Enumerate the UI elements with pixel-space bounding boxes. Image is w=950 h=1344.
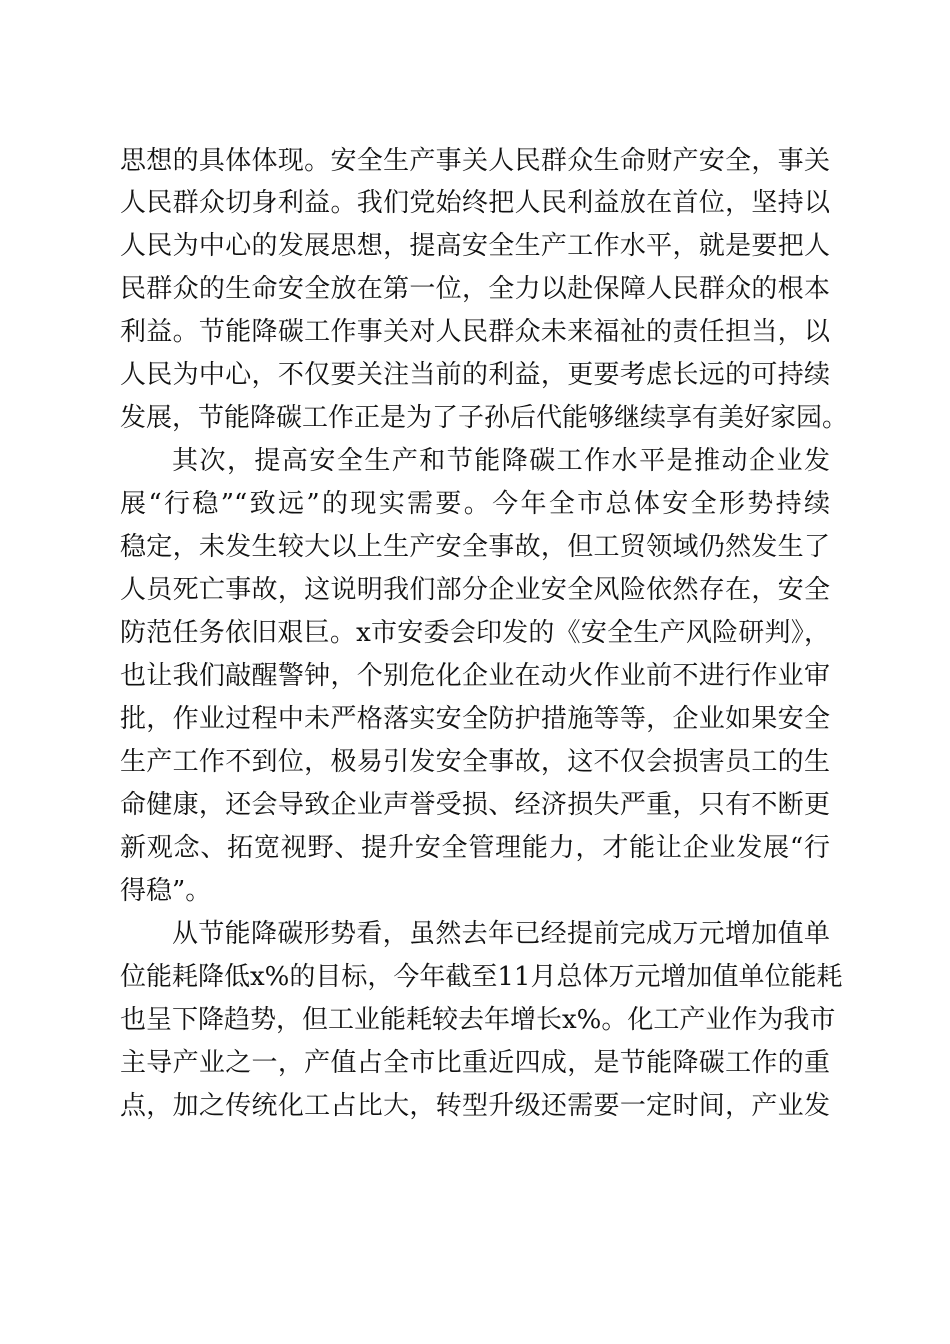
text-line: 点，加之传统化工占比大，转型升级还需要一定时间，产业发	[120, 1091, 830, 1121]
text-line: 利益。节能降碳工作事关对人民群众未来福祉的责任担当，以	[120, 317, 830, 347]
paragraph-first-line: 其次，提高安全生产和节能降碳工作水平是推动企业发	[172, 446, 830, 476]
text-line: 位能耗降低x%的目标，今年截至11月总体万元增加值单位能耗	[120, 962, 843, 992]
text-line: 也让我们敲醒警钟，个别危化企业在动火作业前不进行作业审	[120, 661, 830, 691]
text-line: 民群众的生命安全放在第一位，全力以赴保障人民群众的根本	[120, 274, 830, 304]
paragraph-first-line: 从节能降碳形势看，虽然去年已经提前完成万元增加值单	[172, 919, 830, 949]
text-line: 也呈下降趋势，但工业能耗较去年增长x%。化工产业作为我市	[120, 1005, 836, 1035]
text-line: 人民为中心，不仅要关注当前的利益，更要考虑长远的可持续	[120, 360, 830, 390]
text-line: 生产工作不到位，极易引发安全事故，这不仅会损害员工的生	[120, 747, 830, 777]
text-line: 展“行稳”“致远”的现实需要。今年全市总体安全形势持续	[120, 489, 830, 519]
text-line: 思想的具体体现。安全生产事关人民群众生命财产安全，事关	[120, 146, 830, 176]
text-line: 得稳”。	[120, 876, 212, 906]
text-line: 人员死亡事故，这说明我们部分企业安全风险依然存在，安全	[120, 575, 830, 605]
text-line: 人民群众切身利益。我们党始终把人民利益放在首位，坚持以	[120, 188, 830, 218]
text-line: 发展，节能降碳工作正是为了子孙后代能够继续享有美好家园。	[120, 403, 849, 433]
text-line: 稳定，未发生较大以上生产安全事故，但工贸领域仍然发生了	[120, 532, 830, 562]
text-line: 命健康，还会导致企业声誉受损、经济损失严重，只有不断更	[120, 790, 830, 820]
text-line: 批，作业过程中未严格落实安全防护措施等等，企业如果安全	[120, 704, 830, 734]
text-line: 主导产业之一，产值占全市比重近四成，是节能降碳工作的重	[120, 1048, 830, 1078]
text-line: 防范任务依旧艰巨。x市安委会印发的《安全生产风险研判》，	[120, 618, 830, 648]
text-line: 新观念、拓宽视野、提升安全管理能力，才能让企业发展“行	[120, 833, 830, 863]
text-line: 人民为中心的发展思想，提高安全生产工作水平，就是要把人	[120, 231, 830, 261]
